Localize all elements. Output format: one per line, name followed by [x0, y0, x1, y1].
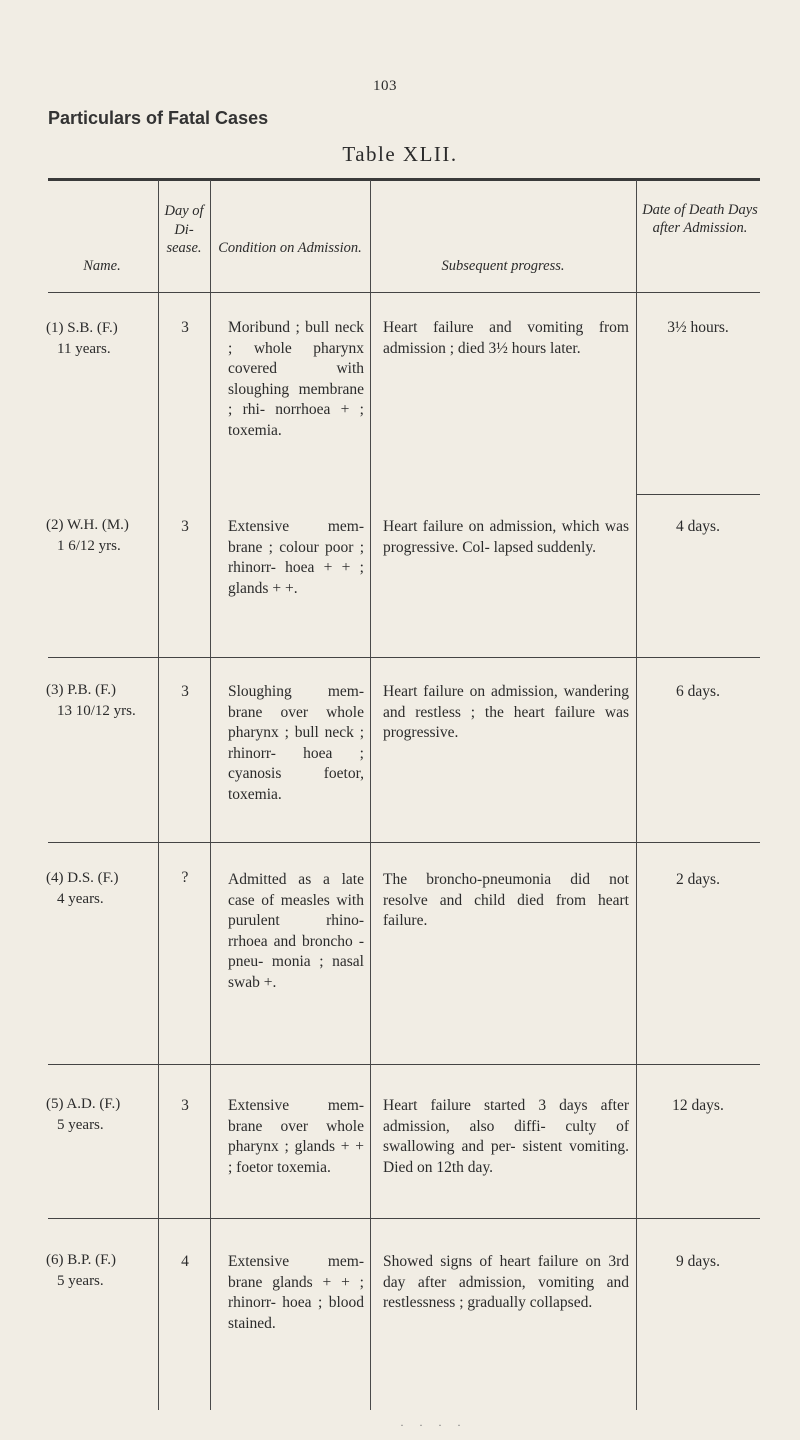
header-name: Name. — [83, 258, 121, 274]
header-day-of-disease: Day of Di- sease. — [164, 203, 204, 256]
case-age: 1 6/12 yrs. — [57, 537, 121, 554]
case-name — [46, 1094, 158, 1135]
case-condition: Admitted as a late case of measles with purulent rhino- rrhoea and broncho - pneu- monia ; nasal swab +. — [228, 871, 364, 991]
case-progress: Heart failure on admission, which was progressive. Col- lapsed suddenly. — [383, 518, 629, 556]
case-id: (4) D.S. (F.) — [46, 870, 119, 886]
case-death: 2 days. — [676, 871, 720, 888]
case-condition: Moribund ; bull neck ; whole pharynx covered with sloughing membrane ; rhi- norrhoea + ; toxemia. — [228, 319, 364, 439]
header-death: Date of Death Days after Admission. — [642, 202, 758, 236]
row-rule — [636, 494, 760, 495]
case-condition: Extensive mem- brane ; colour poor ; rhinorr- hoea + + ; glands + +. — [228, 518, 364, 597]
case-age: 5 years. — [57, 1272, 104, 1289]
case-day: 3 — [181, 518, 189, 535]
case-id: (1) S.B. (F.) — [46, 320, 118, 336]
row-rule — [48, 1064, 760, 1065]
case-age: 11 years. — [57, 340, 111, 357]
case-day: 3 — [181, 1097, 189, 1114]
header-rule — [48, 292, 760, 293]
case-age: 13 10/12 yrs. — [57, 702, 136, 719]
case-name — [46, 868, 158, 909]
case-progress: The broncho-pneumonia did not resolve and child died from heart failure. — [383, 871, 629, 929]
column-divider — [636, 180, 637, 1410]
case-name — [46, 318, 158, 359]
header-progress: Subsequent progress. — [441, 258, 565, 274]
page-number: 103 — [373, 78, 397, 94]
case-death: 6 days. — [676, 683, 720, 700]
row-rule — [48, 842, 760, 843]
case-id: (5) A.D. (F.) — [46, 1096, 121, 1112]
case-progress: Heart failure started 3 days after admission, also diffi- culty of swallowing and per- sistent vomiting. Died on 12th day. — [383, 1097, 629, 1176]
section-heading: Particulars of Fatal Cases — [48, 108, 269, 128]
case-day: 3 — [181, 683, 189, 700]
case-condition: Extensive mem- brane glands + + ; rhinorr- hoea ; blood stained. — [228, 1253, 364, 1332]
case-name — [46, 680, 158, 721]
case-death: 12 days. — [672, 1097, 724, 1114]
case-name — [46, 1250, 158, 1291]
row-rule — [48, 1218, 760, 1219]
case-progress: Heart failure on admission, wandering and restless ; the heart failure was progressive. — [383, 683, 629, 741]
case-death: 4 days. — [676, 518, 720, 535]
case-name — [46, 515, 158, 556]
row-rule — [48, 657, 760, 658]
case-death: 9 days. — [676, 1253, 720, 1270]
column-divider — [158, 180, 159, 1410]
table-top-rule — [48, 178, 760, 181]
case-id: (6) B.P. (F.) — [46, 1252, 117, 1268]
case-death: 3½ hours. — [667, 319, 729, 336]
header-condition: Condition on Admission. — [218, 240, 362, 256]
column-divider — [210, 180, 211, 1410]
case-id: (2) W.H. (M.) — [46, 517, 129, 533]
case-condition: Sloughing mem- brane over whole pharynx ; bull neck ; rhinorr- hoea ; cyanosis foetor, toxemia. — [228, 683, 364, 803]
column-divider — [370, 180, 371, 1410]
case-age: 5 years. — [57, 1116, 104, 1133]
case-day: 4 — [181, 1253, 189, 1270]
case-condition: Extensive mem- brane over whole pharynx ; glands + + ; foetor toxemia. — [228, 1097, 364, 1176]
case-age: 4 years. — [57, 890, 104, 907]
case-progress: Heart failure and vomiting from admission ; died 3½ hours later. — [383, 319, 629, 357]
case-id: (3) P.B. (F.) — [46, 682, 117, 698]
bleed-through-marks: · · · · — [400, 1418, 467, 1432]
case-day: 3 — [181, 319, 189, 336]
case-day: ? — [181, 869, 189, 886]
case-progress: Showed signs of heart failure on 3rd day after admission, vomiting and restlessness ; gradually collapsed. — [383, 1253, 629, 1311]
table-title: Table XLII. — [342, 142, 458, 166]
